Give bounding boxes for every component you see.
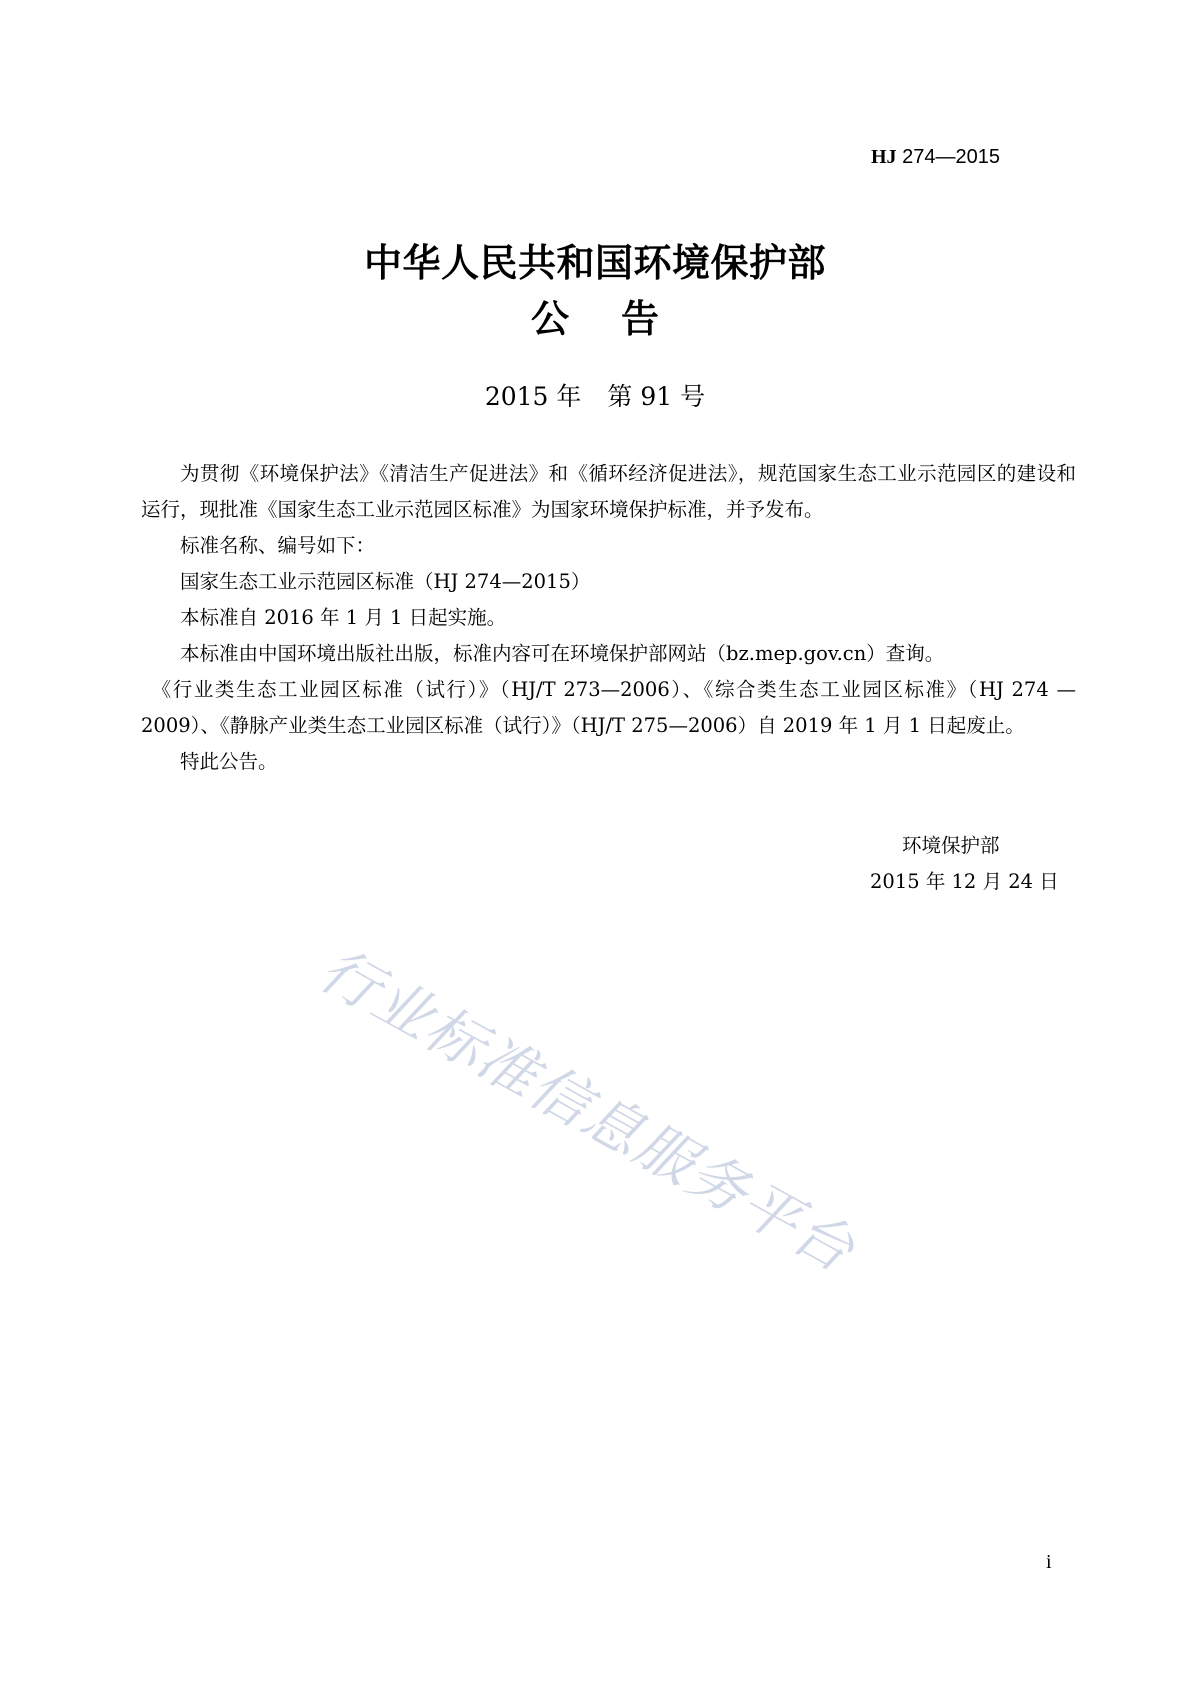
watermark: 行业标准信息服务平台 xyxy=(308,935,867,1286)
issue-line xyxy=(0,377,1190,413)
issue-number: 第 91 号 xyxy=(607,382,706,411)
body-paragraph: 本标准由中国环境出版社出版，标准内容可在环境保护部网站（bz.mep.gov.cn）查询。 xyxy=(180,642,945,665)
notice-body xyxy=(141,456,1076,780)
notice-char-1: 公 xyxy=(530,297,569,341)
issue-year: 2015 年 xyxy=(484,382,582,411)
standard-code xyxy=(871,146,1000,169)
signature-block xyxy=(870,828,1059,900)
body-paragraph: 标准名称、编号如下： xyxy=(180,534,376,557)
body-paragraph: 国家生态工业示范园区标准（HJ 274—2015） xyxy=(180,570,591,593)
signature-organization: 环境保护部 xyxy=(902,834,1000,857)
standard-number: 274—2015 xyxy=(902,146,1000,168)
notice-char-2: 告 xyxy=(621,297,660,341)
body-paragraph: 为贯彻《环境保护法》《清洁生产促进法》和《循环经济促进法》，规范国家生态工业示范园区的建设和运行，现批准《国家生态工业示范园区标准》为国家环境保护标准，并予发布。 xyxy=(141,462,1076,521)
notice-title xyxy=(0,288,1190,343)
page-number: i xyxy=(1046,1551,1052,1573)
standard-prefix: HJ xyxy=(871,146,897,168)
ministry-title: 中华人民共和国环境保护部 xyxy=(363,241,826,285)
body-paragraph: 特此公告。 xyxy=(180,750,278,773)
body-paragraph: 《行业类生态工业园区标准（试行）》（HJ/T 273—2006）、《综合类生态工业园区标准》（HJ 274 —2009）、《静脉产业类生态工业园区标准（试行）》（HJ/T 275—2006）自 2019 年 1 月 1 日起废止。 xyxy=(141,678,1076,737)
body-paragraph: 本标准自 2016 年 1 月 1 日起实施。 xyxy=(180,606,507,629)
signature-date: 2015 年 12 月 24 日 xyxy=(870,870,1059,893)
